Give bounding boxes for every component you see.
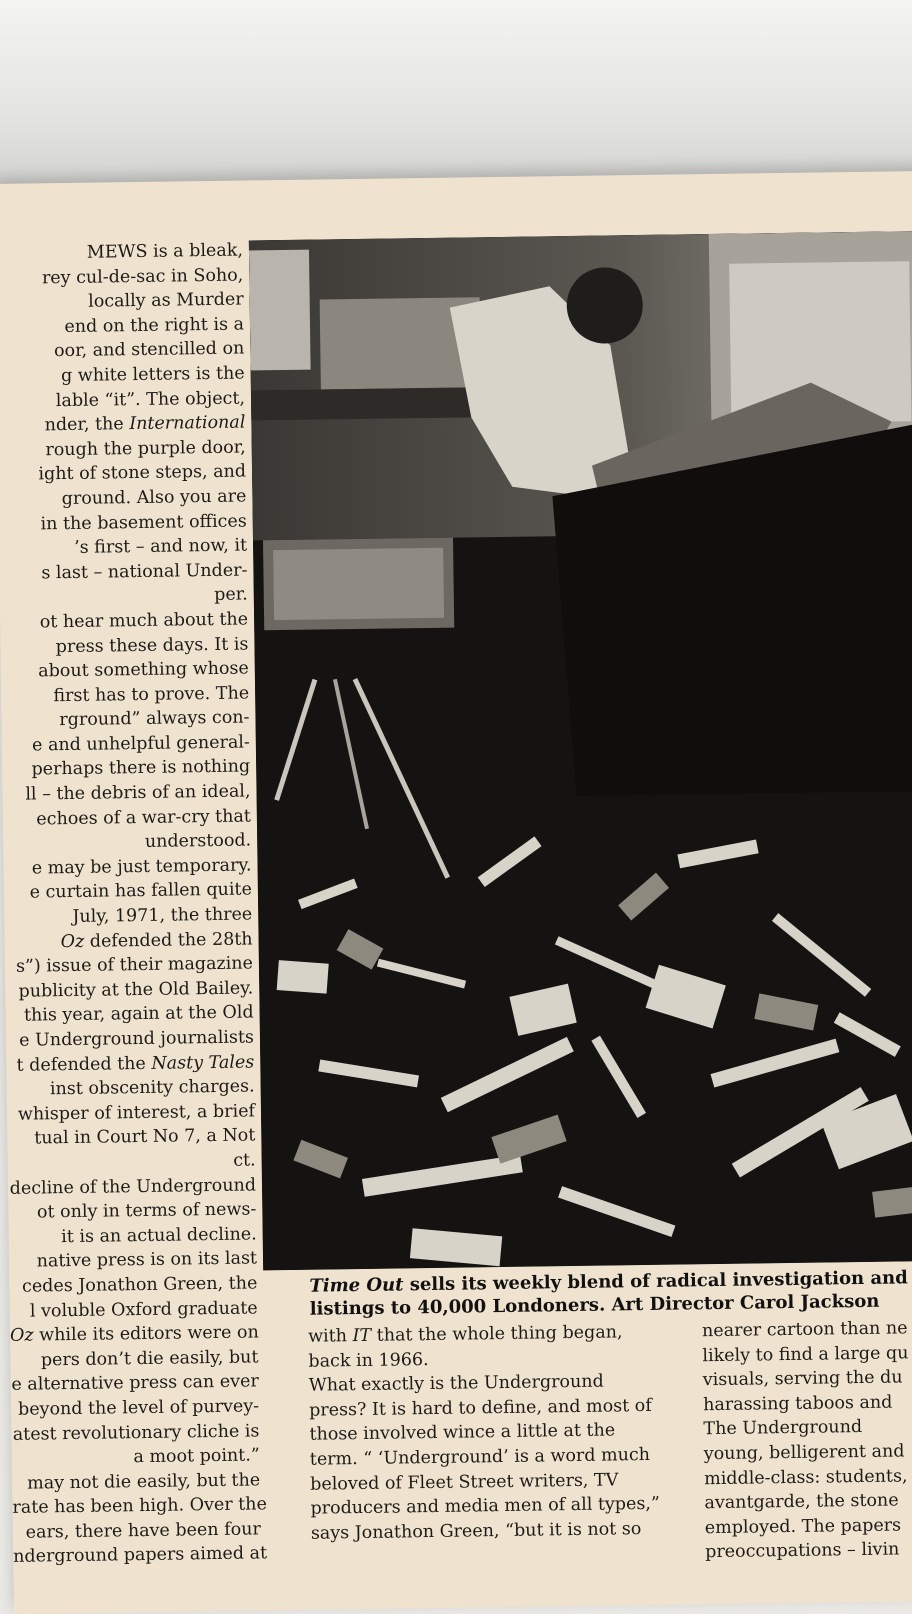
text-span: decline of the Underground [9, 1175, 257, 1199]
text-line [0, 509, 247, 537]
text-span: ll – the debris of an ideal, [25, 781, 251, 805]
text-span: a moot point.” [133, 1445, 260, 1468]
text-span: s last – national Under- [41, 560, 248, 584]
text-line [0, 239, 243, 267]
text-span: press these days. It is [55, 633, 249, 657]
text-span: middle-class: students, [704, 1465, 908, 1489]
text-line [6, 1050, 254, 1078]
text-span: this year, again at the Old [23, 1002, 254, 1027]
text-span: preoccupations – livin [705, 1539, 900, 1563]
text-span: beloved of Fleet Street writers, TV [310, 1469, 619, 1495]
text-line [0, 484, 247, 512]
text-span: is a bleak, [147, 240, 244, 262]
text-span: ears, there have been four [25, 1519, 261, 1543]
text-line [1, 681, 249, 709]
text-span: producers and media men of all types,” [310, 1493, 661, 1519]
text-line [3, 804, 251, 832]
text-line [4, 902, 252, 930]
text-span: visuals, serving the du [702, 1367, 903, 1391]
text-span: International [129, 412, 246, 435]
text-span: Oz [60, 931, 85, 952]
text-span: defended the 28th [84, 929, 253, 952]
article-column-1 [0, 239, 268, 1570]
text-span: nearer cartoon than ne [701, 1318, 908, 1342]
caption-line-2: listings to 40,000 Londoners. Art Director Carol Jackson [309, 1290, 880, 1320]
text-span: employed. The papers [704, 1515, 902, 1538]
text-span: Nasty Tales [151, 1052, 255, 1074]
text-span: ot only in terms of news- [36, 1199, 257, 1223]
text-span: e Underground journalists [19, 1027, 255, 1051]
text-span: press? It is hard to define, and most of [309, 1395, 652, 1421]
text-span: tual in Court No 7, a Not [34, 1125, 256, 1149]
text-line [4, 878, 252, 906]
text-line [0, 312, 244, 340]
text-line [8, 1173, 256, 1201]
text-line [702, 1316, 912, 1344]
text-line [1, 657, 249, 685]
text-span: Oz [9, 1325, 34, 1347]
text-span: in the basement offices [40, 511, 247, 534]
text-span: rground” always con- [59, 707, 250, 731]
text-line [5, 976, 253, 1004]
text-line [6, 1075, 254, 1103]
text-span: native press is on its last [36, 1248, 258, 1272]
text-span: nder, the [44, 414, 130, 436]
text-line [0, 435, 246, 463]
text-span: per. [214, 584, 248, 606]
text-line [8, 1148, 256, 1176]
text-span: What exactly is the Underground [308, 1371, 604, 1396]
text-span: nderground papers aimed at [13, 1543, 268, 1568]
text-span: pers don’t die easily, but [40, 1347, 259, 1371]
text-line [703, 1414, 912, 1442]
text-span: likely to find a large qu [702, 1342, 909, 1366]
text-line [6, 1025, 254, 1053]
text-line [10, 1345, 258, 1373]
text-line [13, 1517, 261, 1545]
text-line [704, 1463, 912, 1491]
text-line [704, 1488, 912, 1516]
text-line [7, 1124, 255, 1152]
text-span: ct. [233, 1150, 256, 1171]
text-line [703, 1389, 912, 1417]
text-span: it is an actual decline. [61, 1224, 257, 1247]
text-line [0, 534, 247, 562]
article-column-3 [702, 1316, 912, 1566]
text-line [0, 361, 245, 389]
text-span: harassing taboos and [702, 1392, 893, 1415]
caption-line-1-text: sells its weekly blend of radical investigation and [403, 1267, 908, 1296]
text-span: whisper of interest, a brief [17, 1101, 256, 1125]
text-line [12, 1444, 260, 1472]
caption-magazine-name: Time Out [309, 1274, 404, 1297]
text-line [2, 730, 250, 758]
text-line [2, 755, 250, 783]
text-line [9, 1222, 257, 1250]
text-span: rough the purple door, [45, 437, 246, 461]
text-span: July, 1971, the three [72, 904, 253, 928]
text-line [3, 853, 251, 881]
text-span: young, belligerent and [703, 1441, 905, 1465]
text-line [5, 952, 253, 980]
text-line [0, 607, 248, 635]
text-span: inst obscenity charges. [49, 1076, 255, 1100]
text-line [0, 460, 246, 488]
text-line [0, 263, 243, 291]
text-line [11, 1394, 259, 1422]
text-line [10, 1296, 258, 1324]
text-line [0, 411, 246, 439]
text-span: e may be just temporary. [31, 855, 252, 879]
text-span: about something whose [38, 658, 249, 682]
text-line [4, 927, 252, 955]
text-span: s”) issue of their magazine [15, 953, 254, 977]
text-span: those involved wince a little at the [309, 1420, 616, 1446]
text-span: oor, and stencilled on [53, 338, 245, 362]
text-line [0, 583, 248, 611]
text-span: rey cul-de-sac in Soho, [41, 265, 244, 288]
text-line [12, 1468, 260, 1496]
text-line [1, 706, 249, 734]
text-line [3, 829, 251, 857]
text-span: cedes Jonathon Green, the [21, 1273, 258, 1297]
text-span: l voluble Oxford graduate [29, 1297, 258, 1322]
text-line [0, 288, 244, 316]
text-line [9, 1271, 257, 1299]
text-span: locally as Murder [88, 289, 244, 312]
text-span: The Underground [703, 1417, 863, 1440]
text-line [11, 1419, 259, 1447]
text-line [0, 632, 248, 660]
photo-office-debris-icon [249, 231, 912, 1270]
text-line [5, 1001, 253, 1029]
text-line [8, 1198, 256, 1226]
text-span: publicity at the Old Bailey. [18, 978, 254, 1002]
text-span: ot hear much about the [39, 609, 249, 633]
text-line [705, 1512, 912, 1540]
office-photo [249, 231, 912, 1270]
text-span: with [307, 1326, 353, 1347]
text-span: ight of stone steps, and [38, 461, 247, 485]
text-span: perhaps there is nothing [31, 756, 251, 781]
text-line [0, 337, 245, 365]
text-span: lable “it”. The object, [55, 388, 246, 411]
text-line [0, 558, 248, 586]
text-span: says Jonathon Green, “but it is not so [310, 1518, 642, 1544]
text-span: term. “ ‘Underground’ is a word much [309, 1444, 651, 1470]
text-span: ’s first – and now, it [73, 535, 248, 559]
text-span: may not die easily, but the [27, 1470, 261, 1494]
text-span: e alternative press can ever [11, 1371, 259, 1396]
text-span: t defended the [16, 1053, 152, 1076]
text-span: e and unhelpful general- [31, 732, 250, 756]
text-line [9, 1247, 257, 1275]
text-span: end on the right is a [64, 314, 245, 337]
text-line [311, 1516, 681, 1546]
text-span: atest revolutionary cliche is [12, 1420, 260, 1445]
text-line [10, 1321, 258, 1349]
text-span: rate has been high. Over the [12, 1494, 268, 1519]
text-line [310, 1443, 680, 1473]
text-line [308, 1320, 678, 1350]
text-line [703, 1365, 912, 1393]
text-line [11, 1370, 259, 1398]
text-span: g white letters is the [60, 363, 245, 387]
text-line [705, 1537, 912, 1565]
text-line [2, 780, 250, 808]
photo-caption [309, 1266, 912, 1321]
text-span: beyond the level of purvey- [17, 1396, 260, 1420]
text-line [13, 1542, 268, 1570]
text-line [12, 1493, 268, 1521]
text-span: ground. Also you are [61, 486, 247, 510]
text-span: MEWS [86, 241, 148, 263]
text-span: understood. [144, 830, 252, 853]
text-span: back in 1966. [308, 1349, 429, 1372]
text-line [7, 1099, 255, 1127]
text-span: while its editors were on [33, 1322, 259, 1346]
text-span: that the whole thing began, [371, 1322, 623, 1346]
text-span: echoes of a war-cry that [36, 806, 251, 830]
text-span: first has to prove. The [53, 683, 250, 706]
text-span: IT [352, 1325, 372, 1347]
text-line [702, 1340, 912, 1368]
text-line [704, 1439, 912, 1467]
text-span: avantgarde, the stone [704, 1490, 899, 1514]
backdrop [0, 0, 912, 200]
magazine-page [0, 171, 912, 1614]
article-column-2 [308, 1320, 681, 1546]
text-span: e curtain has fallen quite [29, 879, 253, 904]
text-line [0, 386, 245, 414]
